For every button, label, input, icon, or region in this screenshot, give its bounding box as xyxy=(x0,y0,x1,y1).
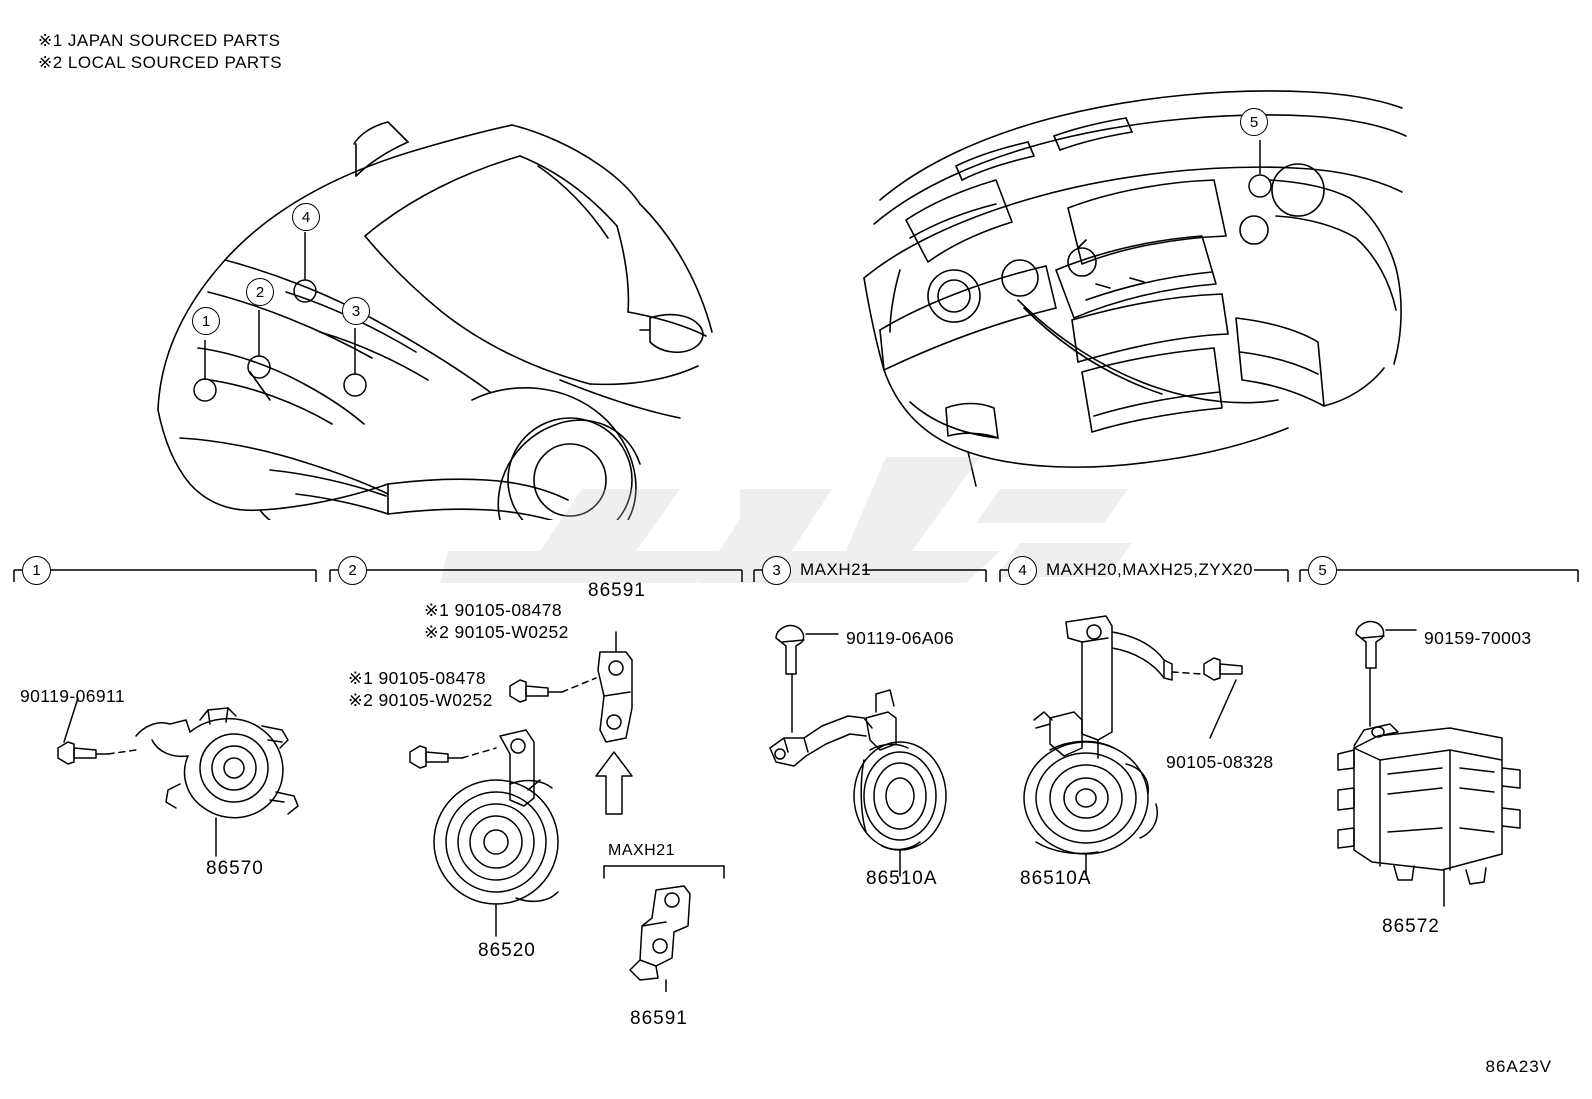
dashboard-illustration xyxy=(850,70,1430,500)
section3-bolt-code: 90119-06A06 xyxy=(846,628,955,648)
note-japan-sourced: ※1 JAPAN SOURCED PARTS xyxy=(38,31,281,50)
callout-bubble-3[interactable] xyxy=(342,297,370,325)
section1-part-code: 86570 xyxy=(206,858,264,879)
section-bubble-3-label: 3 xyxy=(772,562,781,579)
section4-illustration xyxy=(990,608,1280,878)
section3-horn-code: 86510A xyxy=(866,868,938,889)
section-bubble-5-label: 5 xyxy=(1318,562,1327,579)
section2-upper-fastener-2: ※2 90105-W0252 xyxy=(424,622,569,642)
section3-illustration xyxy=(760,620,1000,880)
section2-horn-code: 86520 xyxy=(478,940,536,961)
section-bubble-1[interactable] xyxy=(22,556,51,585)
section4-horn-code: 86510A xyxy=(1020,868,1092,889)
section2-lower-fastener-1: ※1 90105-08478 xyxy=(348,668,487,688)
note-local-sourced: ※2 LOCAL SOURCED PARTS xyxy=(38,53,283,72)
callout-bubble-4-label: 4 xyxy=(301,208,311,226)
section-bubble-2-label: 2 xyxy=(348,562,357,579)
section-3-model-label: MAXH21 xyxy=(800,560,872,579)
diagram-code: 86A23V xyxy=(1485,1057,1552,1076)
section2-bracket-code-top: 86591 xyxy=(588,580,646,601)
section-4-model-label: MAXH20,MAXH25,ZYX20 xyxy=(1046,560,1253,579)
section-bubble-3[interactable] xyxy=(762,556,791,585)
section2-inset-code: 86591 xyxy=(630,1008,688,1029)
section2-lower-fastener-2: ※2 90105-W0252 xyxy=(348,690,493,710)
section2-inset-illustration xyxy=(600,862,740,992)
section-bubble-4[interactable] xyxy=(1008,556,1037,585)
callout-bubble-5[interactable] xyxy=(1240,108,1268,136)
section-bubble-4-label: 4 xyxy=(1018,562,1027,579)
section5-screw-code: 90159-70003 xyxy=(1424,628,1532,648)
callout-bubble-1[interactable] xyxy=(192,307,220,335)
section5-illustration xyxy=(1320,618,1580,918)
callout-bubble-2-label: 2 xyxy=(255,283,265,301)
section2-upper-fastener-1: ※1 90105-08478 xyxy=(424,600,563,620)
callout-bubble-5-label: 5 xyxy=(1249,113,1259,131)
section1-illustration xyxy=(40,680,340,860)
section1-bolt-code: 90119-06911 xyxy=(20,686,125,706)
callout-bubble-3-label: 3 xyxy=(351,302,361,320)
callout-bubble-4[interactable] xyxy=(292,203,320,231)
callout-bubble-2[interactable] xyxy=(246,278,274,306)
section2-inset-model-label: MAXH21 xyxy=(608,842,676,859)
section4-bolt-code: 90105-08328 xyxy=(1166,752,1274,772)
sourced-parts-notes xyxy=(38,30,282,74)
section-bubble-2[interactable] xyxy=(338,556,367,585)
section-bubble-5[interactable] xyxy=(1308,556,1337,585)
callout-bubble-1-label: 1 xyxy=(201,312,211,330)
section-bubble-1-label: 1 xyxy=(32,562,41,579)
section-divider-lines xyxy=(0,548,1592,582)
section5-module-code: 86572 xyxy=(1382,916,1440,937)
vehicle-callout-group xyxy=(160,180,580,480)
